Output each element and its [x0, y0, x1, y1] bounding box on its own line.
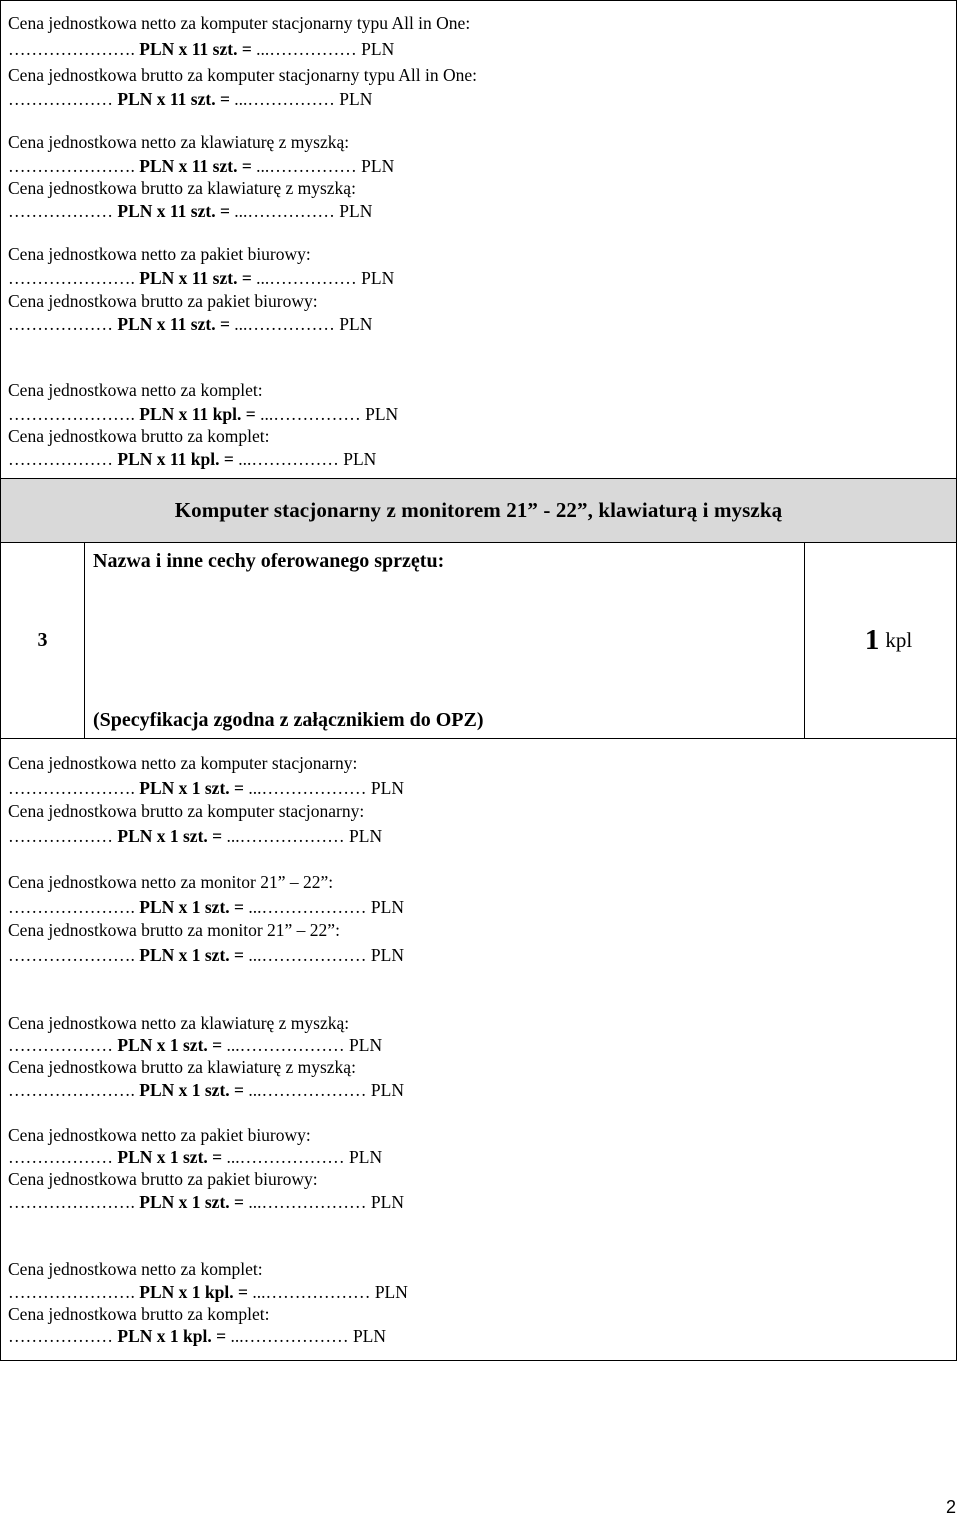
price-fill-row: ……………… PLN x 1 szt. = ...……………… PLN	[8, 826, 383, 846]
price-label: Cena jednostkowa netto za pakiet biurowy:	[8, 1125, 311, 1145]
price-label: Cena jednostkowa brutto za komputer stacjonarny:	[8, 801, 365, 821]
item-header	[0, 478, 957, 543]
price-label: Cena jednostkowa brutto za komplet:	[8, 1304, 270, 1324]
price-fill-row: …………………. PLN x 1 szt. = ...……………… PLN	[8, 778, 404, 798]
price-label: Cena jednostkowa netto za monitor 21” – 22”:	[8, 872, 334, 892]
price-fill-row: ……………… PLN x 11 szt. = ...…………… PLN	[8, 201, 373, 221]
price-label: Cena jednostkowa netto za komputer stacjonarny typu All in One:	[8, 13, 471, 33]
price-label: Cena jednostkowa netto za komplet:	[8, 380, 263, 400]
price-fill-row: …………………. PLN x 1 szt. = ...……………… PLN	[8, 897, 404, 917]
price-fill-row: ……………… PLN x 1 kpl. = ...……………… PLN	[8, 1326, 386, 1346]
price-fill-row: …………………. PLN x 1 kpl. = ...……………… PLN	[8, 1282, 408, 1302]
price-fill-row: ……………… PLN x 1 szt. = ...……………… PLN	[8, 1035, 383, 1055]
page-number: 2	[945, 1497, 956, 1517]
price-label: Cena jednostkowa netto za klawiaturę z myszką:	[8, 132, 350, 152]
description-heading: Nazwa i inne cechy oferowanego sprzętu:	[93, 550, 445, 572]
price-fill-row: …………………. PLN x 11 szt. = ...…………… PLN	[8, 39, 395, 59]
price-label: Cena jednostkowa brutto za monitor 21” – 22”:	[8, 920, 340, 940]
price-label: Cena jednostkowa netto za klawiaturę z myszką:	[8, 1013, 350, 1033]
price-label: Cena jednostkowa brutto za pakiet biurowy:	[8, 1169, 318, 1189]
price-label: Cena jednostkowa brutto za komputer stacjonarny typu All in One:	[8, 65, 477, 85]
specification-note: (Specyfikacja zgodna z załącznikiem do OPZ)	[93, 709, 484, 731]
price-label: Cena jednostkowa brutto za komplet:	[8, 426, 270, 446]
price-label: Cena jednostkowa brutto za pakiet biurowy:	[8, 291, 318, 311]
price-label: Cena jednostkowa netto za komputer stacjonarny:	[8, 753, 358, 773]
item-spec-row	[0, 542, 957, 738]
item-title: Komputer stacjonarny z monitorem 21” - 22”, klawiaturą i myszką	[174, 498, 783, 522]
price-fill-row: ……………… PLN x 11 szt. = ...…………… PLN	[8, 314, 373, 334]
price-label: Cena jednostkowa netto za pakiet biurowy:	[8, 244, 311, 264]
price-fill-row: …………………. PLN x 1 szt. = ...……………… PLN	[8, 1080, 404, 1100]
item-description-cell[interactable]	[85, 542, 805, 738]
item-number: 3	[1, 542, 85, 738]
price-fill-row: ……………… PLN x 11 szt. = ...…………… PLN	[8, 89, 373, 109]
price-fill-row: ……………… PLN x 1 szt. = ...……………… PLN	[8, 1147, 383, 1167]
price-fill-row: …………………. PLN x 11 szt. = ...…………… PLN	[8, 268, 395, 288]
price-fill-row: …………………. PLN x 11 kpl. = ...…………… PLN	[8, 404, 399, 424]
price-label: Cena jednostkowa netto za komplet:	[8, 1259, 263, 1279]
price-fill-row: …………………. PLN x 1 szt. = ...……………… PLN	[8, 1192, 404, 1212]
item-quantity	[805, 542, 956, 738]
price-label: Cena jednostkowa brutto za klawiaturę z myszką:	[8, 1057, 356, 1077]
price-label: Cena jednostkowa brutto za klawiaturę z myszką:	[8, 178, 356, 198]
price-fill-row: ……………… PLN x 11 kpl. = ...…………… PLN	[8, 449, 377, 469]
quantity-unit: kpl	[885, 627, 913, 652]
price-fill-row: …………………. PLN x 1 szt. = ...……………… PLN	[8, 945, 404, 965]
quantity-value: 1	[864, 623, 880, 656]
price-fill-row: …………………. PLN x 11 szt. = ...…………… PLN	[8, 156, 395, 176]
